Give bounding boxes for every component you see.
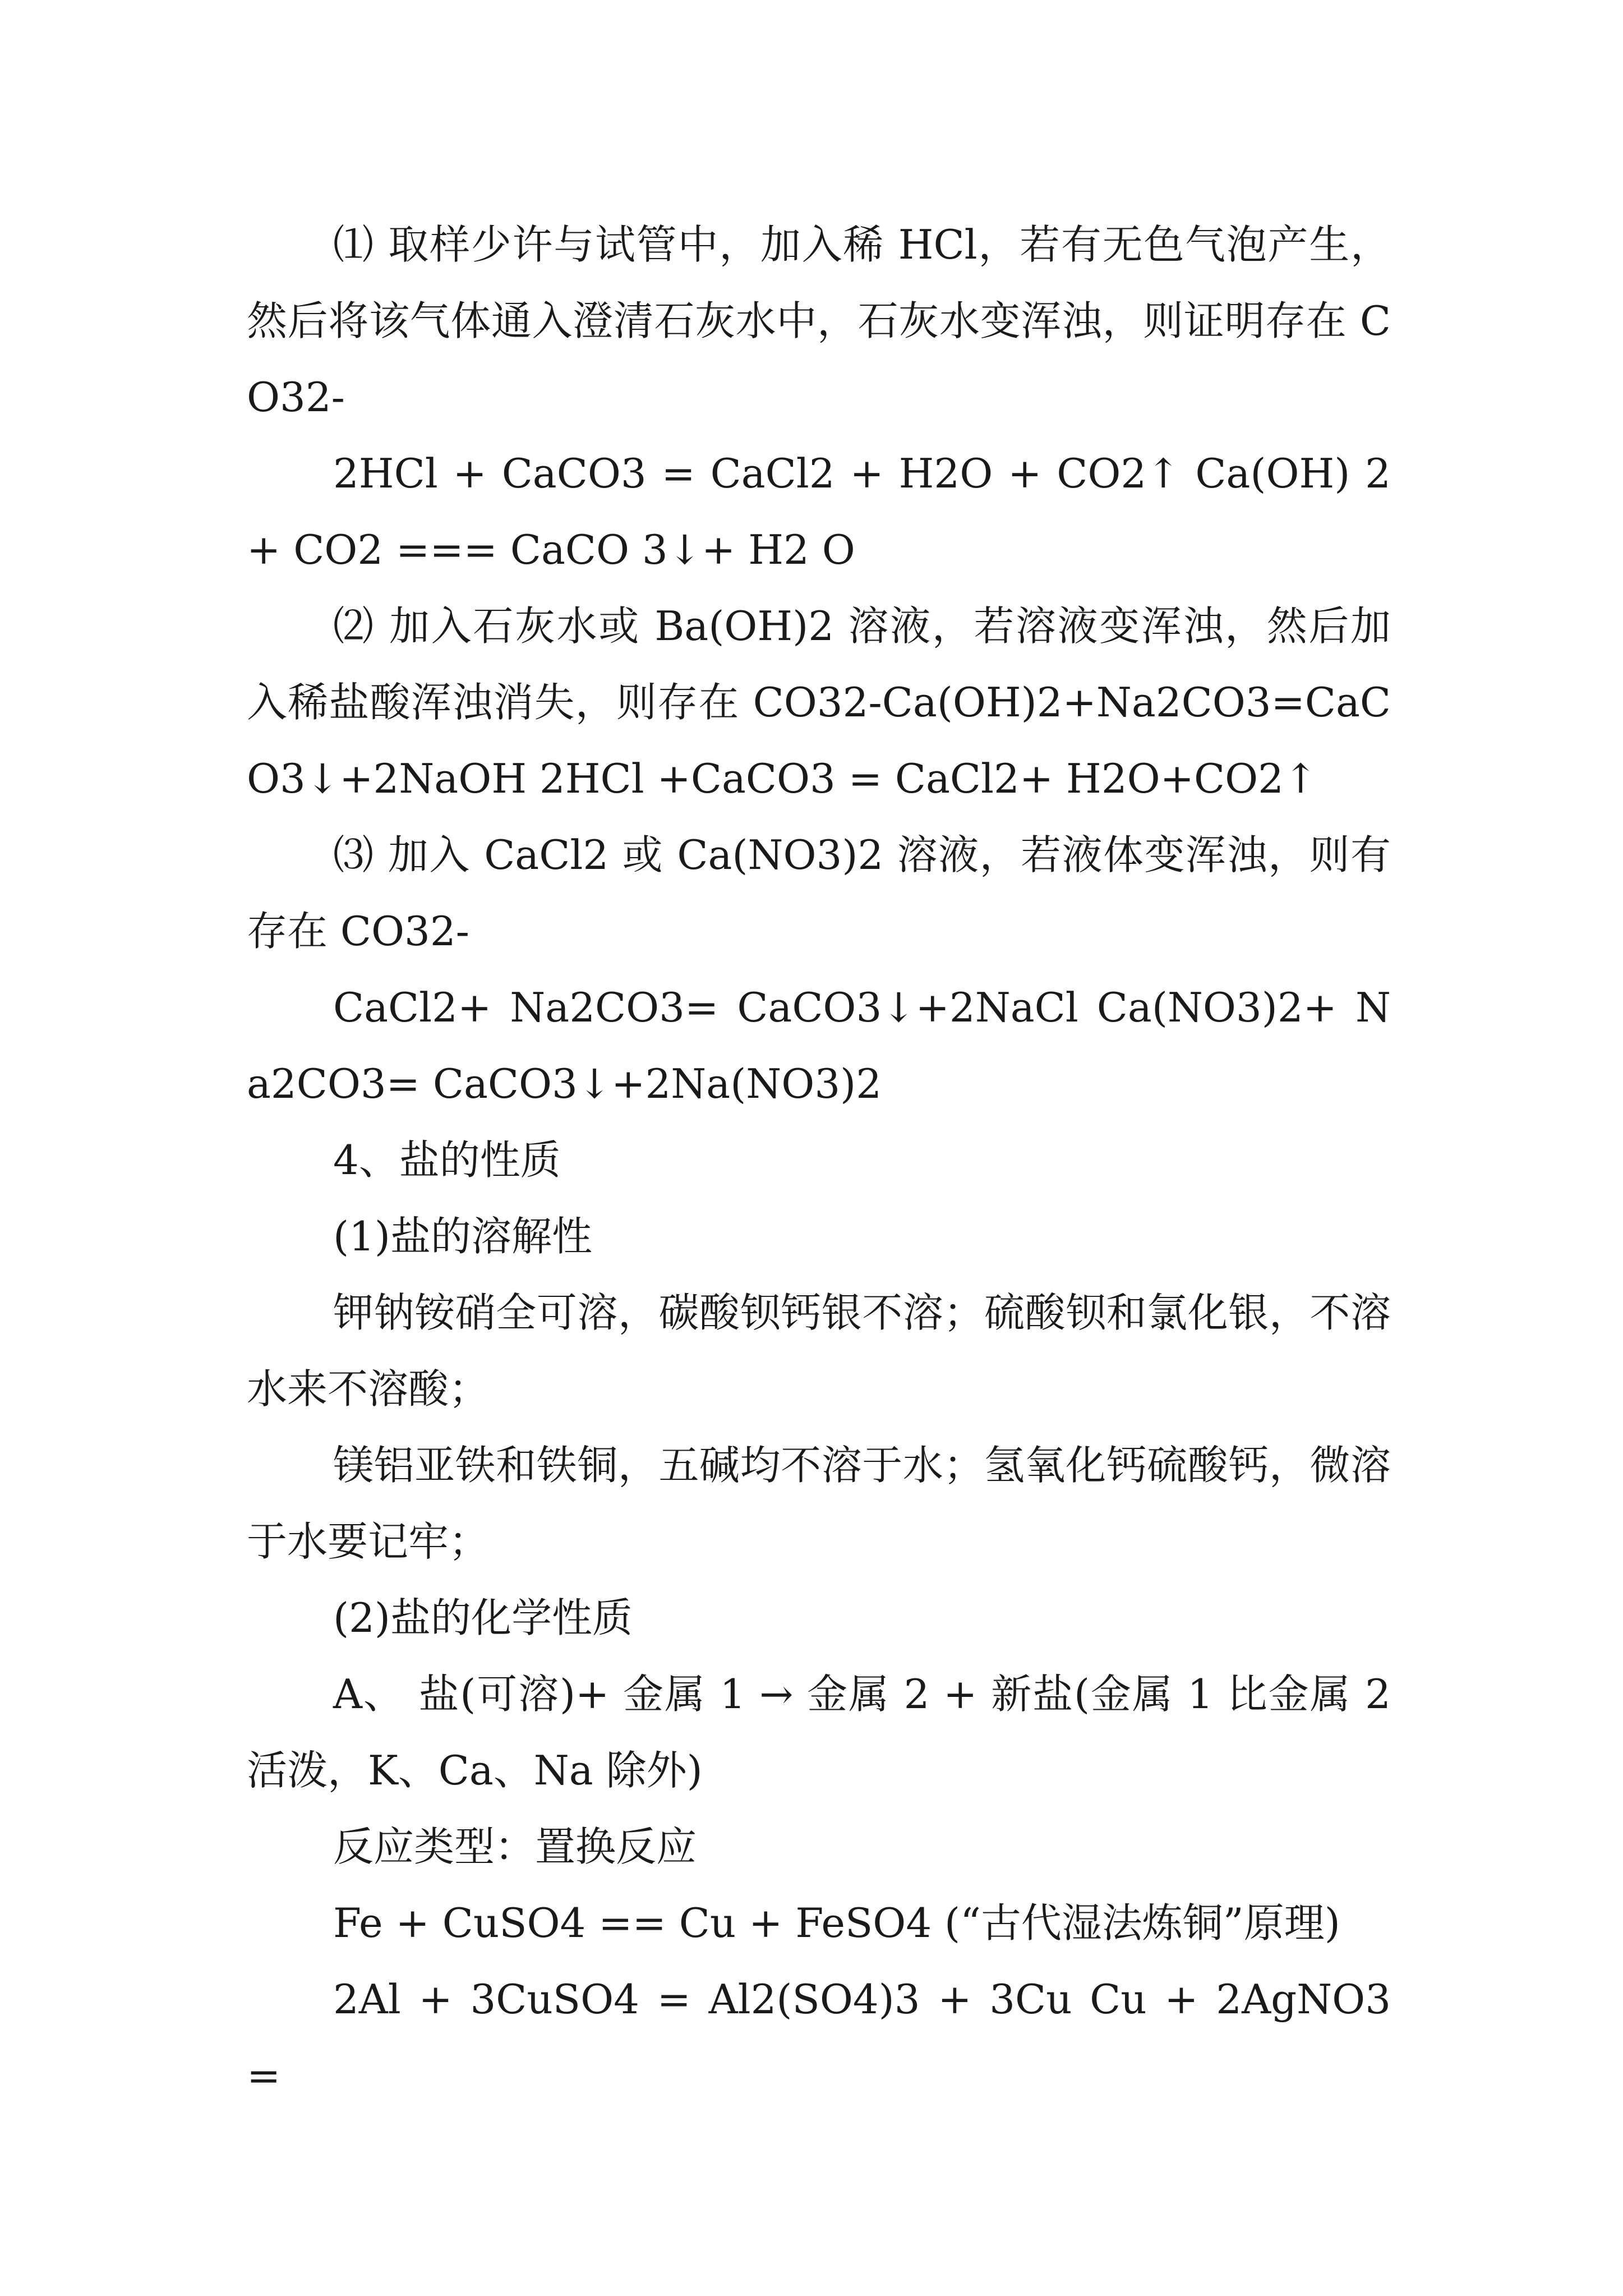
paragraph-solubility-rule-2: 镁铝亚铁和铁铜，五碱均不溶于水；氢氧化钙硫酸钙，微溶于水要记牢； [247, 1442, 1391, 1565]
paragraph-equation-1: 2HCl + CaCO3 = CaCl2 + H2O + CO2↑ Ca(OH) 2 + CO2 === CaCO 3↓+ H2 O [247, 450, 1391, 573]
paragraph-carbonate-test-2: ⑵ 加入石灰水或 Ba(OH)2 溶液，若溶液变浑浊，然后加入稀盐酸浑浊消失，则存在 CO32-Ca(OH)2+Na2CO3=CaCO3↓+2NaOH 2HCl +CaCO3 = CaCl2+ H2O+CO2↑ [247, 602, 1391, 802]
paragraph-solubility-rule-1: 钾钠铵硝全可溶，碳酸钡钙银不溶；硫酸钡和氯化银，不溶水来不溶酸； [247, 1289, 1391, 1412]
subheading-salt-chemical-properties: (2)盐的化学性质 [333, 1594, 633, 1641]
paragraph-equation-al-cuso4: 2Al + 3CuSO4 = Al2(SO4)3 + 3Cu Cu + 2AgNO3 = [247, 1976, 1391, 2099]
paragraph-carbonate-test-1: ⑴ 取样少许与试管中，加入稀 HCl，若有无色气泡产生，然后将该气体通入澄清石灰水中，石灰水变浑浊，则证明存在 CO32- [247, 221, 1391, 421]
paragraph-equation-3: CaCl2+ Na2CO3= CaCO3↓+2NaCl Ca(NO3)2+ Na2CO3= CaCO3↓+2Na(NO3)2 [247, 984, 1391, 1107]
paragraph-salt-metal-reaction: A、 盐(可溶)+ 金属 1 → 金属 2 + 新盐(金属 1 比金属 2 活泼，K、Ca、Na 除外) [247, 1671, 1391, 1794]
subheading-salt-solubility: (1)盐的溶解性 [333, 1213, 592, 1260]
paragraph-equation-fe-cuso4: Fe + CuSO4 == Cu + FeSO4 (“古代湿法炼铜”原理) [333, 1899, 1340, 1947]
section-heading-salt-properties: 4、盐的性质 [333, 1137, 561, 1184]
document-body [247, 206, 1391, 2114]
paragraph-carbonate-test-3: ⑶ 加入 CaCl2 或 Ca(NO3)2 溶液，若液体变浑浊，则有存在 CO32- [247, 831, 1391, 955]
paragraph-reaction-type: 反应类型：置换反应 [333, 1823, 697, 1870]
